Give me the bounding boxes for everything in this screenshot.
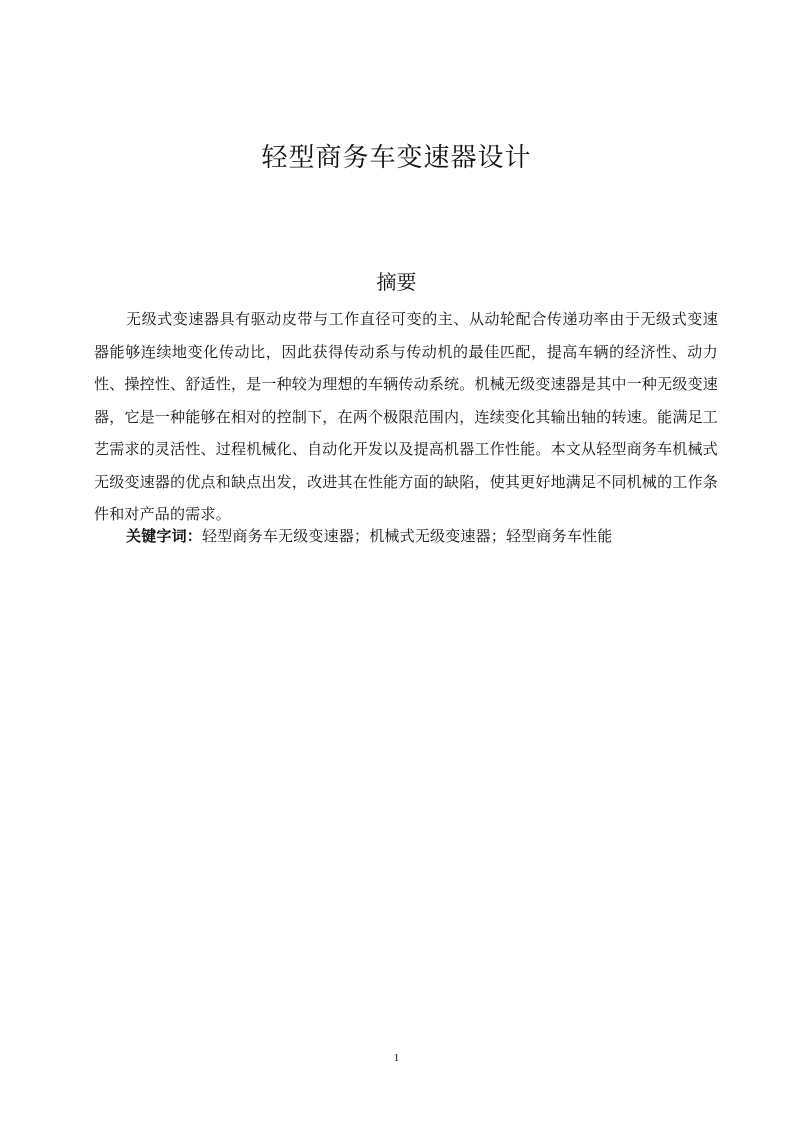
keywords-line <box>94 520 718 552</box>
abstract-paragraph: 无级式变速器具有驱动皮带与工作直径可变的主、从动轮配合传递功率由于无级式变速器能够连续地变化传动比，因此获得传动系与传动机的最佳匹配，提高车辆的经济性、动力性、操控性、舒适性，是一种较为理想的车辆传动系统。机械无级变速器是其中一种无级变速器，它是一种能够在相对的控制下，在两个极限范围内，连续变化其输出轴的转速。能满足工艺需求的灵活性、过程机械化、自动化开发以及提高机器工作性能。本文从轻型商务车机械式无级变速器的优点和缺点出发，改进其在性能方面的缺陷，使其更好地满足不同机械的工作条件和对产品的需求。 <box>94 310 718 523</box>
page-number: 1 <box>393 1052 400 1064</box>
abstract-heading: 摘要 <box>376 270 417 294</box>
keywords-label: 关键字词： <box>126 527 203 545</box>
keywords-text: 轻型商务车无级变速器；机械式无级变速器；轻型商务车性能 <box>202 527 613 545</box>
document-title: 轻型商务车变速器设计 <box>261 143 532 173</box>
